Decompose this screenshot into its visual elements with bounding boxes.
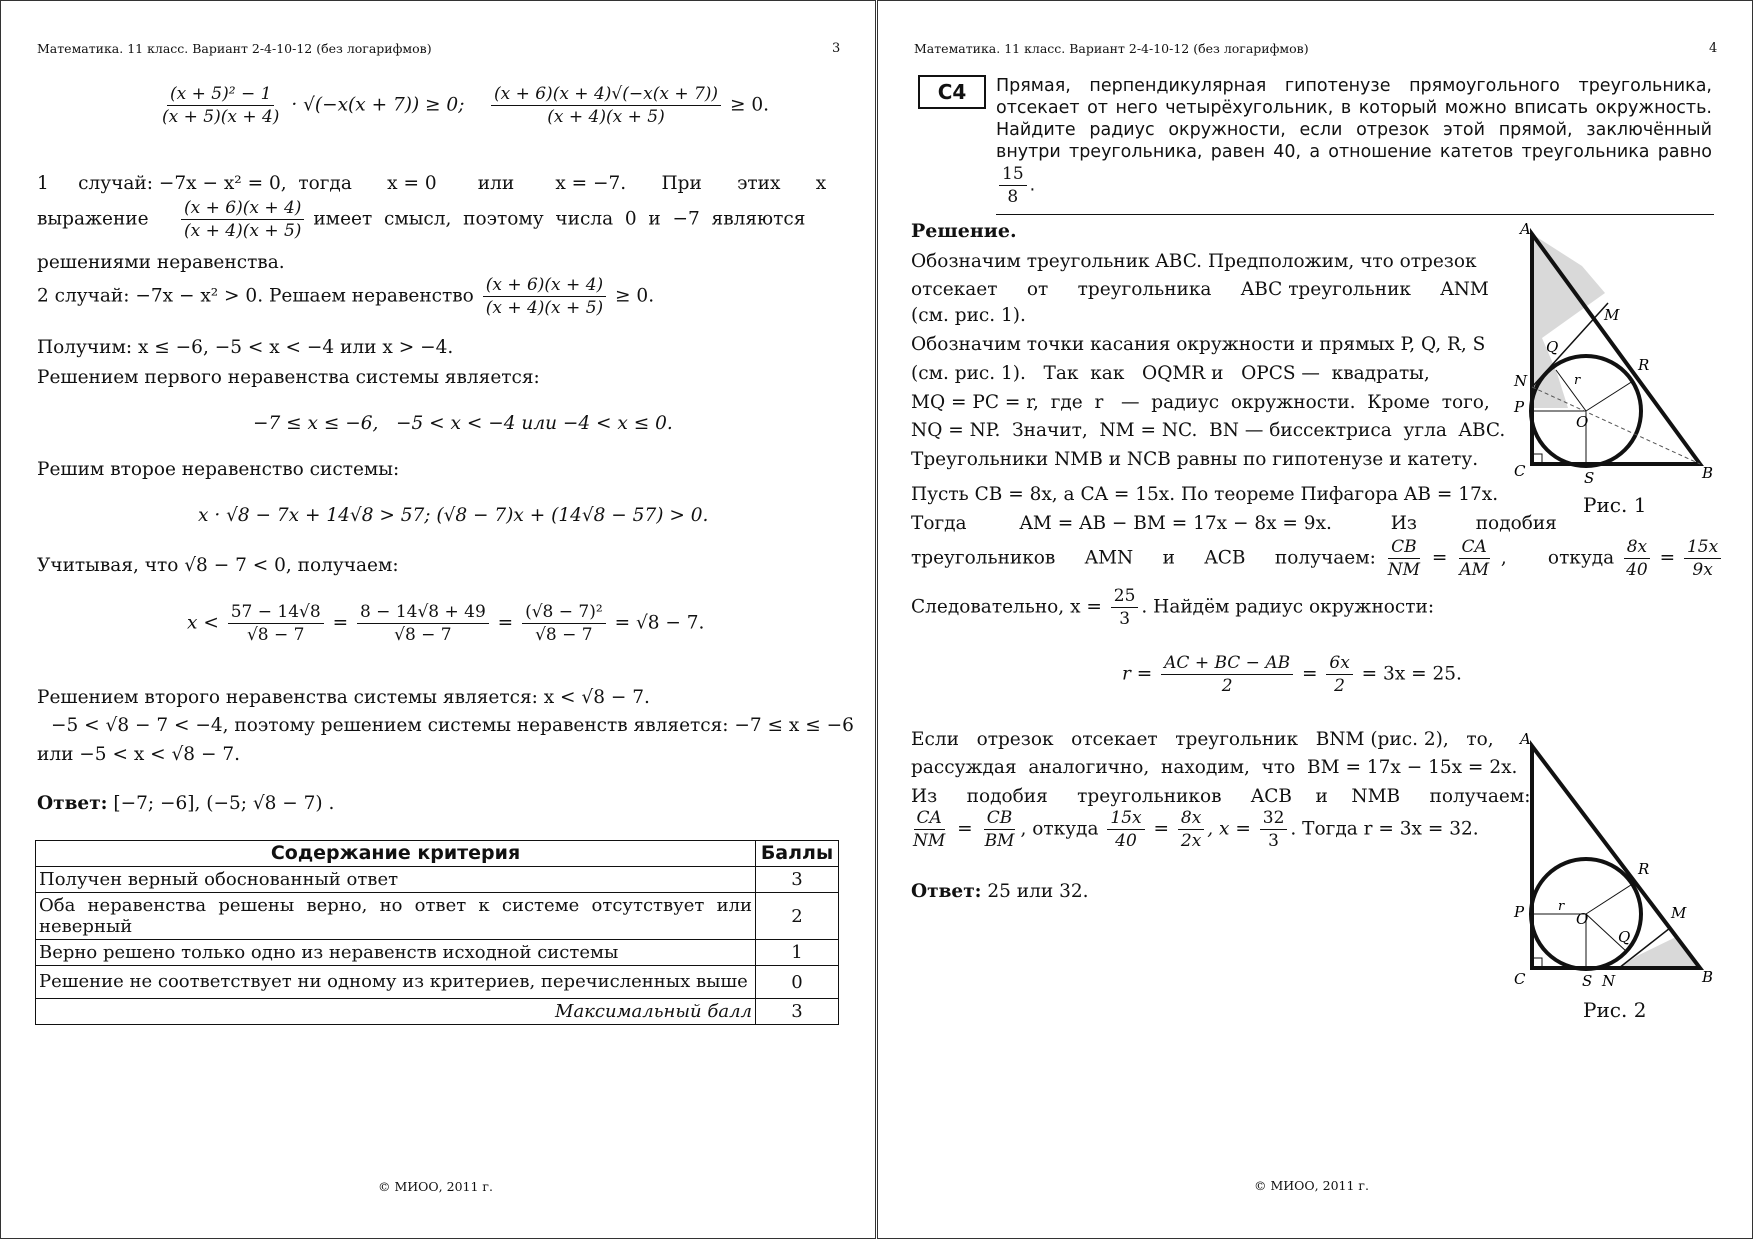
numerator: CB <box>984 807 1016 830</box>
table-header-row <box>36 841 839 867</box>
label-r: R <box>1638 860 1650 878</box>
fraction <box>1111 585 1139 630</box>
fraction <box>491 83 721 128</box>
answer-value: [−7; −6], (−5; √8 − 7) . <box>113 793 335 814</box>
figure-2-diagram <box>1500 728 1714 990</box>
label-s: S <box>1584 469 1595 487</box>
figure-1-caption: Рис. 1 <box>1583 493 1647 517</box>
radius-or <box>1586 883 1634 914</box>
text: . Тогда r = 3x = 32. <box>1290 818 1479 840</box>
numerator: 8x <box>1624 536 1650 559</box>
numerator: 15x <box>1684 536 1721 559</box>
fraction <box>1260 807 1288 852</box>
case1-line1: 1 случай: −7x − x² = 0, тогда x = 0 или x = −7. При этих x <box>37 173 827 194</box>
criteria-table <box>35 840 839 1025</box>
task-statement: Прямая, перпендикулярная гипотенузе прямоугольного треугольника, отсекает от него четырёхугольник, в который можно вписать окружность. Найдите радиус окружности, если отрезок этой прямой, заключённый внутри треугольника, равен 40, а отношение катетов треугольника равно $\frac{15}{8}$ . <box>996 76 1712 207</box>
fraction <box>483 274 606 319</box>
label-a: A <box>1520 220 1531 238</box>
answer-label: Ответ: <box>911 881 982 902</box>
solution-line: (см. рис. 1). Так как OQMR и OPCS — квадраты, <box>911 363 1430 384</box>
answer-value: 25 или 32. <box>987 881 1089 902</box>
denominator: 40 <box>1626 560 1648 580</box>
task-text: Прямая, перпендикулярная гипотенузе прямоугольного треугольника, отсекает от него четырёхугольник, в который можно вписать окружность. Найдите радиус окружности, если отрезок этой прямой, заключённый внутри треугольника, равен 40, а отношение катетов треугольника равно <box>996 76 1712 162</box>
label-c: C <box>1514 462 1526 480</box>
label-m: M <box>1604 306 1620 324</box>
first-solution: −7 ≤ x ≤ −6, −5 < x < −4 или −4 < x ≤ 0. <box>253 413 673 434</box>
denominator: 40 <box>1115 831 1137 851</box>
fraction <box>357 601 489 646</box>
figure-1-diagram <box>1500 220 1714 487</box>
table-row <box>36 999 839 1025</box>
case1-line2 <box>37 197 805 242</box>
table-row <box>36 940 839 966</box>
solution-line: NQ = NP. Значит, NM = NC. BN — биссектриса угла ABC. <box>911 420 1506 441</box>
numerator: (x + 6)(x + 4) <box>181 197 304 220</box>
text: Следовательно, x = <box>911 596 1102 618</box>
denominator: (x + 4)(x + 5) <box>184 221 302 241</box>
text: , x = <box>1207 818 1251 840</box>
inequality-chain: x < $\frac{57 - 14√8}{√8 - 7}$ = $\frac{8 - 14√8 + 49}{√8 - 7}$ = $\frac{\text{(√8 − 7)²}}{√8 - 7}$ = √8 − 7. <box>187 602 705 645</box>
denominator: BM <box>984 831 1015 851</box>
max-score-value: 3 <box>756 999 839 1025</box>
numerator: (x + 5)² − 1 <box>167 83 274 106</box>
numerator: 25 <box>1111 585 1139 608</box>
denominator: (x + 5)(x + 4) <box>162 107 280 127</box>
text: имеет смысл, поэтому числа 0 и −7 являются <box>313 208 806 230</box>
fraction <box>159 83 282 128</box>
text: треугольников AMN и ACB получаем: <box>911 547 1376 569</box>
fraction <box>1456 536 1492 581</box>
numerator: 8x <box>1178 807 1204 830</box>
text: ≥ 0. <box>615 285 655 307</box>
solution-line: Пусть CB = 8x, а CA = 15x. По теореме Пифагора AB = 17x. <box>911 484 1499 505</box>
system-solution-2: или −5 < x < √8 − 7. <box>37 744 240 765</box>
numerator: AC + BC − AB <box>1161 652 1293 675</box>
denominator: AM <box>1459 560 1489 580</box>
page-footer: © МИОО, 2011 г. <box>378 1179 493 1194</box>
solution-line: Тогда AM = AB − BM = 17x − 8x = 9x. Из подобия <box>911 513 1557 534</box>
label-p: P <box>1514 903 1525 921</box>
criterion-points: 1 <box>756 940 839 966</box>
text: = 3x = 25. <box>1361 663 1462 685</box>
criterion-text: Верно решено только одно из неравенств исходной системы <box>36 940 756 966</box>
solution-line: Треугольники NMB и NCB равны по гипотенузе и катету. <box>911 449 1479 470</box>
solution-line: отсекает от треугольника ABC треугольник ANM <box>911 279 1489 300</box>
max-score-label: Максимальный балл <box>36 999 756 1025</box>
triangle-abc <box>1532 746 1700 968</box>
numerator: 15 <box>999 163 1027 186</box>
denominator: NM <box>913 831 946 851</box>
solution-line: Обозначим точки касания окружности и прямых P, Q, R, S <box>911 334 1486 355</box>
fraction <box>910 807 948 852</box>
label-o: O <box>1576 413 1589 431</box>
second-equation: x · √8 − 7x + 14√8 > 57; (√8 − 7)x + (14√8 − 57) > 0. <box>198 505 709 526</box>
answer-label: Ответ: <box>37 793 108 814</box>
fraction <box>1161 652 1293 697</box>
label-b: B <box>1702 464 1714 482</box>
separator-line <box>996 214 1714 215</box>
second-label: Решим второе неравенство системы: <box>37 459 400 480</box>
criterion-text: Получен верный обоснованный ответ <box>36 867 756 893</box>
denominator: √8 − 7 <box>394 625 452 645</box>
criterion-points: 3 <box>756 867 839 893</box>
numerator: CA <box>1459 536 1490 559</box>
system-inequalities <box>156 83 769 128</box>
label-r: R <box>1638 356 1650 374</box>
denominator: (x + 4)(x + 5) <box>485 298 604 318</box>
radius-or <box>1586 381 1633 411</box>
numerator: (x + 6)(x + 4)√(−x(x + 7)) <box>491 83 721 106</box>
label-c: C <box>1514 970 1526 988</box>
criterion-text: Оба неравенства решены верно, но ответ к системе отсутствует или неверный <box>36 893 756 940</box>
fraction <box>181 197 304 242</box>
text: выражение <box>37 208 149 230</box>
label-m: M <box>1671 904 1687 922</box>
considering-line: Учитывая, что √8 − 7 < 0, получаем: <box>37 555 399 576</box>
text: , откуда <box>1500 547 1615 569</box>
task-id-box: C4 <box>918 75 986 109</box>
label-a: A <box>1520 730 1531 748</box>
text: = √8 − 7. <box>614 612 705 634</box>
label-n: N <box>1514 372 1528 390</box>
numerator: CB <box>1388 536 1420 559</box>
numerator: 8 − 14√8 + 49 <box>357 601 489 624</box>
expression: ≥ 0. <box>729 94 769 116</box>
label-radius: r <box>1558 899 1565 914</box>
solution-line: Если отрезок отсекает треугольник BNM (рис. 2), то, <box>911 729 1494 750</box>
table-row <box>36 867 839 893</box>
page-header: Математика. 11 класс. Вариант 2-4-10-12 (без логарифмов) <box>914 41 1309 56</box>
denominator: 3 <box>1119 609 1131 629</box>
label-p: P <box>1514 398 1525 416</box>
first-solution-label: Решением первого неравенства системы является: <box>37 367 540 388</box>
numerator: 57 − 14√8 <box>228 601 324 624</box>
fraction <box>982 807 1018 852</box>
fraction <box>999 163 1027 208</box>
page-number: 3 <box>832 41 841 56</box>
solution-line: MQ = PC = r, где r — радиус окружности. Кроме того, <box>911 392 1490 413</box>
system-solution-1: −5 < √8 − 7 < −4, поэтому решением системы неравенств является: −7 ≤ x ≤ −6 <box>51 715 854 736</box>
label-q: Q <box>1546 338 1559 356</box>
radius-formula: r = $\frac{AC + BC - AB}{2}$ = $\frac{6x}{2}$ = 3x = 25. <box>1122 653 1462 696</box>
numerator: CA <box>914 807 945 830</box>
label-o: O <box>1576 910 1589 928</box>
numerator: 15x <box>1107 807 1144 830</box>
expression: · √(−x(x + 7)) ≥ 0; <box>291 94 465 116</box>
solution-line: рассуждая аналогично, находим, что BM = 17x − 15x = 2x. <box>911 757 1518 778</box>
text: 2 случай: −7x − x² > 0. Решаем неравенство <box>37 285 474 307</box>
denominator: 2x <box>1180 831 1202 851</box>
denominator: 8 <box>1007 187 1019 207</box>
label-q: Q <box>1618 928 1631 946</box>
denominator: 9x <box>1692 560 1713 580</box>
case2-line <box>37 274 654 319</box>
text: = <box>1431 547 1448 569</box>
denominator: 3 <box>1268 831 1279 851</box>
similarity-line-2: $\frac{CA}{NM}$ = $\frac{CB}{BM}$ , откуда $\frac{15x}{40}$ = $\frac{8x}{2x}$ , x = $\frac{32}{3}$ . Тогда r = 3x = 32. <box>907 807 1479 852</box>
similarity-line: треугольников AMN и ACB получаем: $\frac{CB}{NM}$ = $\frac{CA}{AM}$ , откуда $\frac{8x}{40}$ = $\frac{15x}{9x}$ <box>911 536 1724 581</box>
left-page <box>0 0 876 1239</box>
label-n: N <box>1602 972 1616 990</box>
header-content: Содержание критерия <box>36 841 756 867</box>
solution-line: Обозначим треугольник ABC. Предположим, что отрезок <box>911 251 1477 272</box>
criterion-text: Решение не соответствует ни одному из критериев, перечисленных выше <box>36 966 756 999</box>
header-points: Баллы <box>756 841 839 867</box>
answer-line <box>37 791 334 817</box>
x-value-line <box>911 585 1434 630</box>
denominator: √8 − 7 <box>246 625 305 645</box>
numerator: 32 <box>1260 807 1288 830</box>
table-row <box>36 966 839 999</box>
table-row <box>36 893 839 940</box>
solution-line: Из подобия треугольников ACB и NMB получаем: <box>911 786 1531 807</box>
criterion-points: 2 <box>756 893 839 940</box>
denominator: NM <box>1387 560 1421 580</box>
fraction <box>1385 536 1423 581</box>
label-radius: r <box>1574 373 1581 388</box>
criterion-points: 0 <box>756 966 839 999</box>
denominator: 2 <box>1334 676 1345 696</box>
label-b: B <box>1702 968 1714 986</box>
numerator: (x + 6)(x + 4) <box>483 274 606 297</box>
numerator: 6x <box>1326 652 1352 675</box>
solution-label: Решение. <box>911 220 1017 242</box>
page-header: Математика. 11 класс. Вариант 2-4-10-12 (без логарифмов) <box>37 41 432 56</box>
fraction <box>1107 807 1144 852</box>
second-solution: Решением второго неравенства системы является: x < √8 − 7. <box>37 687 650 708</box>
numerator: (√8 − 7)² <box>522 601 606 624</box>
denominator: (x + 4)(x + 5) <box>547 107 665 127</box>
case1-line3: решениями неравенства. <box>37 252 285 273</box>
fraction <box>1326 652 1352 697</box>
text: x < <box>187 612 219 634</box>
fraction <box>1623 536 1651 581</box>
solution-line: (см. рис. 1). <box>911 305 1026 326</box>
text: . Найдём радиус окружности: <box>1141 596 1435 618</box>
fraction <box>228 601 324 646</box>
got-line: Получим: x ≤ −6, −5 < x < −4 или x > −4. <box>37 337 454 358</box>
fraction <box>1684 536 1721 581</box>
text: r = <box>1122 663 1153 685</box>
answer-line <box>911 879 1089 905</box>
page-footer: © МИОО, 2011 г. <box>1254 1178 1369 1193</box>
fraction <box>522 601 606 646</box>
label-s: S <box>1582 972 1593 990</box>
figure-2-caption: Рис. 2 <box>1583 998 1647 1022</box>
denominator: √8 − 7 <box>535 625 593 645</box>
fraction <box>1178 807 1204 852</box>
denominator: 2 <box>1221 676 1233 696</box>
page-number: 4 <box>1709 41 1718 56</box>
text: , откуда <box>1020 818 1099 840</box>
